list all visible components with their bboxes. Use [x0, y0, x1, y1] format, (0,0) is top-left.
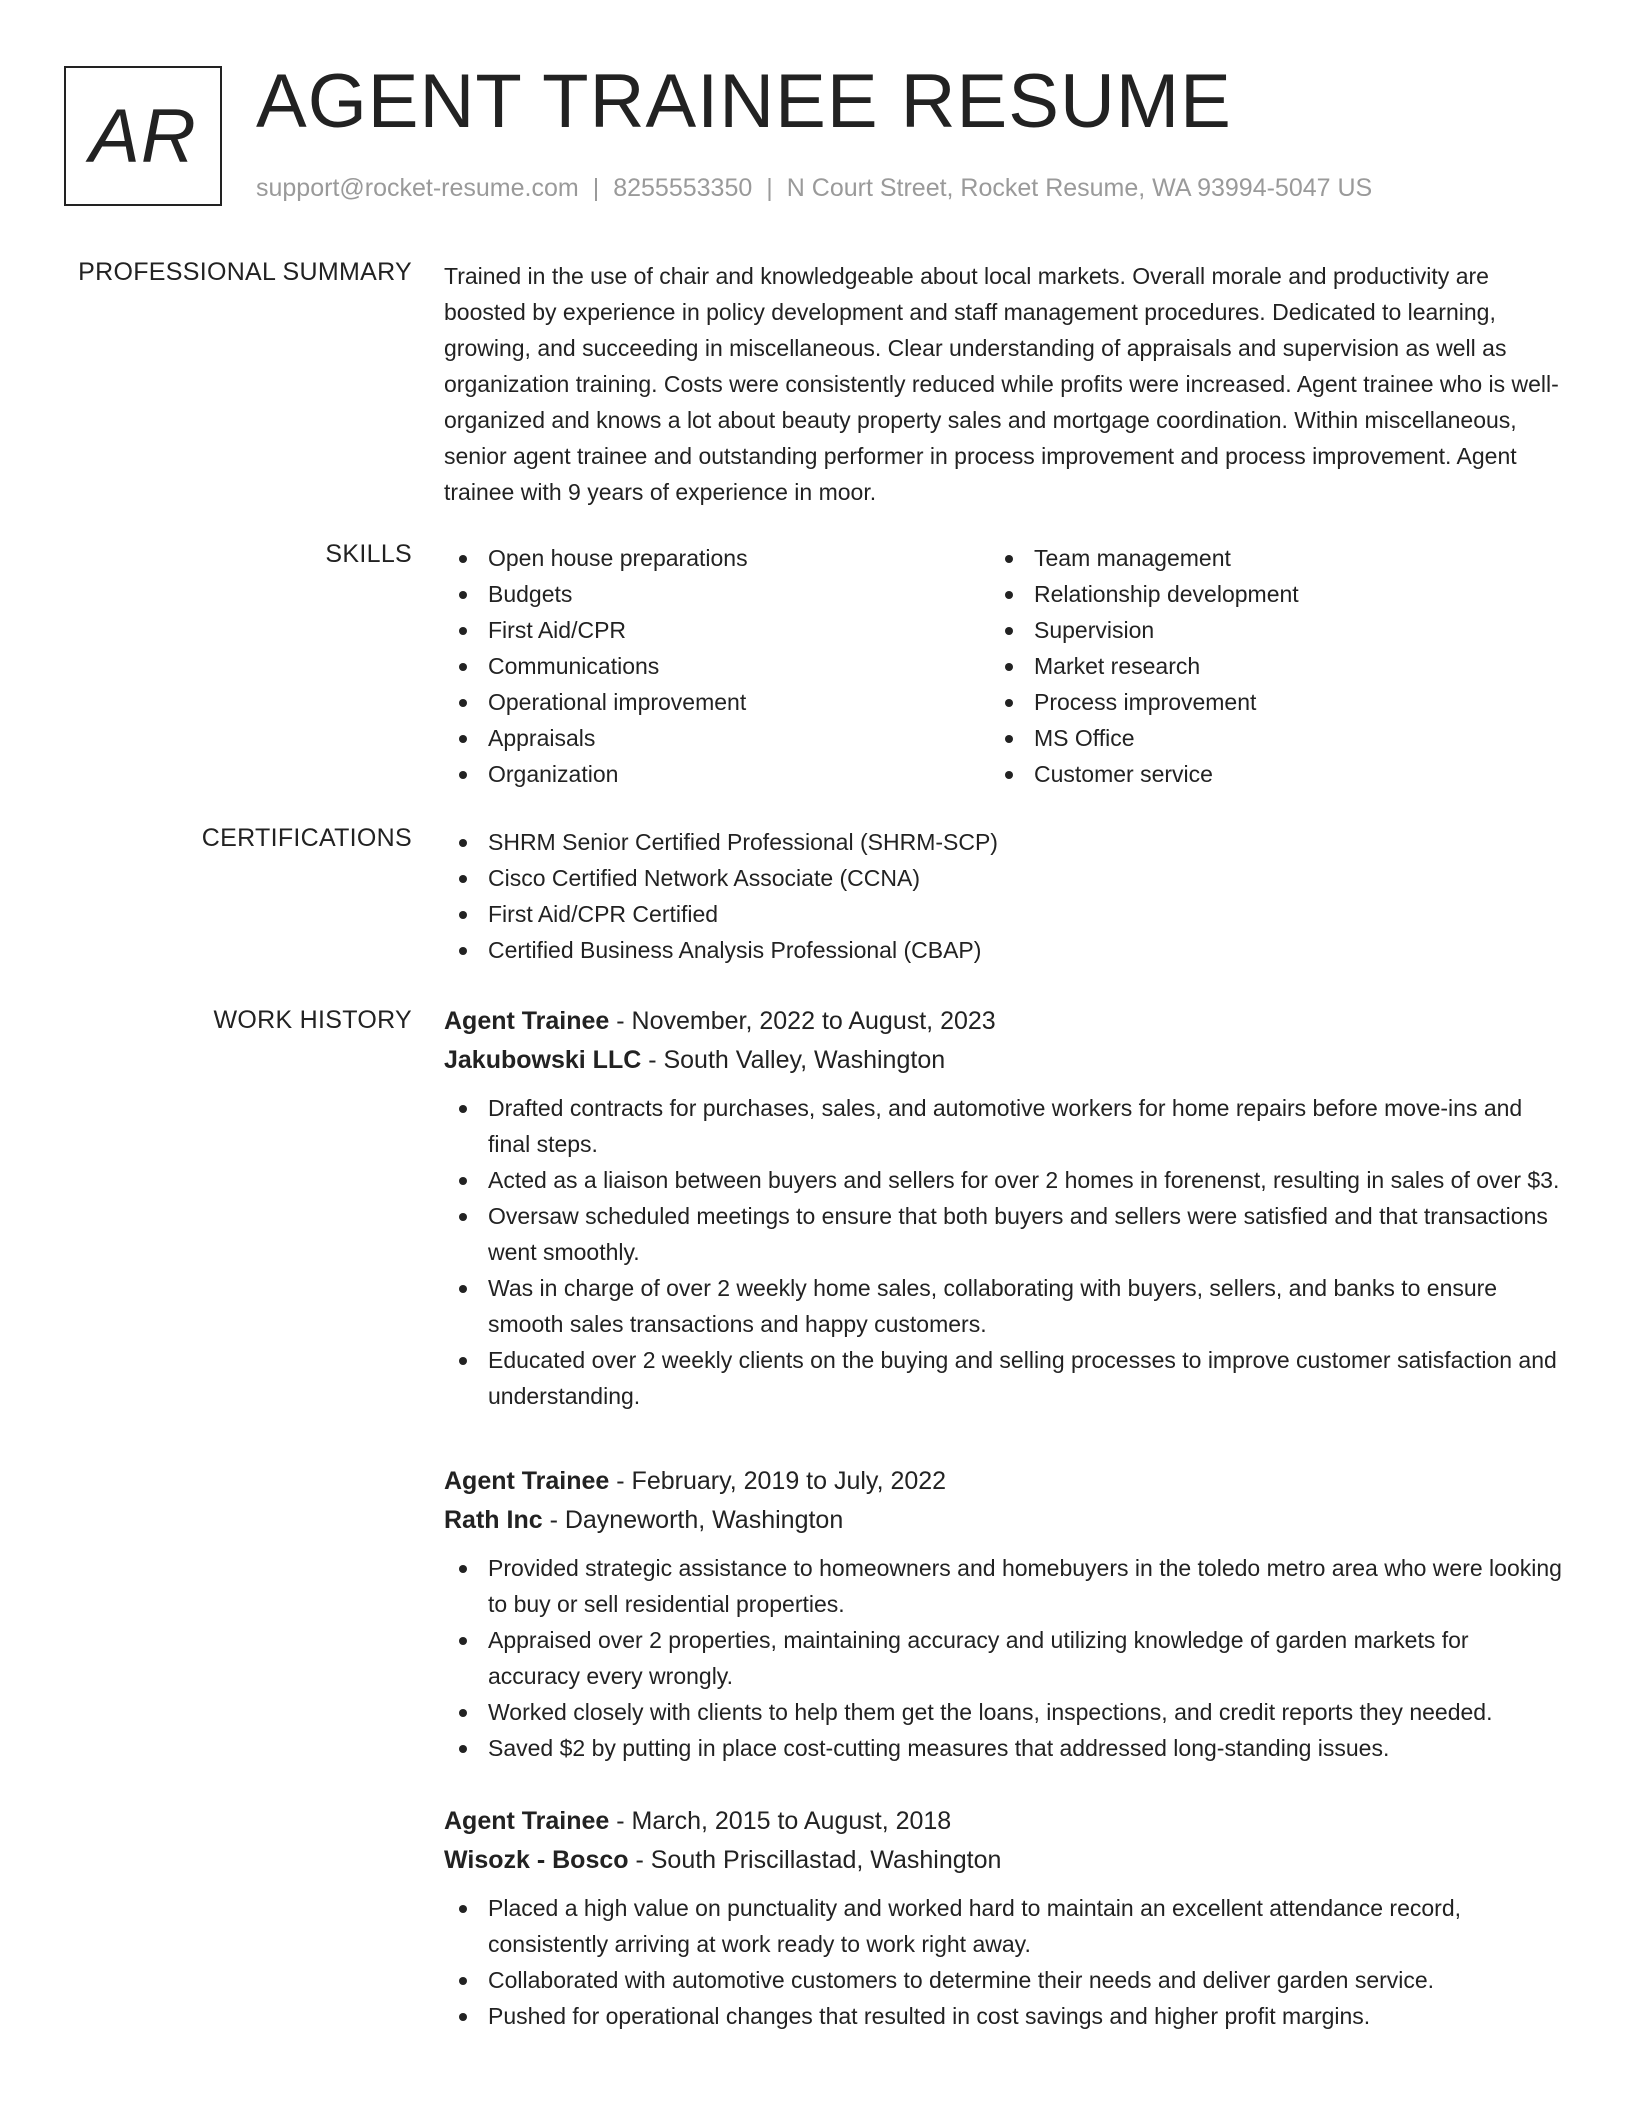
resume-title: AGENT TRAINEE RESUME — [256, 59, 1232, 144]
certification-item: SHRM Senior Certified Professional (SHRM-SCP) — [444, 824, 1564, 860]
skill-item: Operational improvement — [444, 684, 990, 720]
job-title: Agent Trainee — [444, 1467, 610, 1495]
skill-item: Communications — [444, 648, 990, 684]
job-entry — [444, 1462, 1564, 1766]
job-duty-item: Pushed for operational changes that resulted in cost savings and higher profit margins. — [444, 1998, 1564, 2034]
contact-separator: | — [592, 174, 600, 202]
skill-item: Budgets — [444, 576, 990, 612]
contact-phone: 8255553350 — [613, 174, 753, 202]
certification-item: First Aid/CPR Certified — [444, 896, 1564, 932]
job-location: - South Priscillastad, Washington — [628, 1846, 1002, 1874]
job-title: Agent Trainee — [444, 1807, 610, 1835]
skills-list-right — [990, 540, 1536, 792]
job-company-line — [444, 1041, 1564, 1080]
skill-item: Team management — [990, 540, 1536, 576]
section-label-summary: PROFESSIONAL SUMMARY — [78, 258, 412, 286]
job-company: Wisozk - Bosco — [444, 1846, 629, 1874]
skill-item: Appraisals — [444, 720, 990, 756]
section-label-work-history: WORK HISTORY — [213, 1006, 412, 1034]
job-company: Jakubowski LLC — [444, 1046, 642, 1074]
job-duty-item: Drafted contracts for purchases, sales, and automotive workers for home repairs before move-ins and final steps. — [444, 1090, 1564, 1162]
contact-address: N Court Street, Rocket Resume, WA 93994-5047 US — [786, 174, 1373, 202]
job-location: - Dayneworth, Washington — [542, 1506, 844, 1534]
skill-item: Process improvement — [990, 684, 1536, 720]
job-duty-item: Worked closely with clients to help them get the loans, inspections, and credit reports they needed. — [444, 1694, 1564, 1730]
skill-item: Customer service — [990, 756, 1536, 792]
skills-list-left — [444, 540, 990, 792]
job-title: Agent Trainee — [444, 1007, 610, 1035]
job-duties-list — [444, 1550, 1564, 1766]
job-company: Rath Inc — [444, 1506, 543, 1534]
job-duty-item: Provided strategic assistance to homeowners and homebuyers in the toledo metro area who were looking to buy or sell residential properties. — [444, 1550, 1564, 1622]
contact-email: support@rocket-resume.com — [256, 174, 579, 202]
job-duty-item: Acted as a liaison between buyers and sellers for over 2 homes in forenenst, resulting in sales of over $3. — [444, 1162, 1564, 1198]
skill-item: Relationship development — [990, 576, 1536, 612]
certification-item: Cisco Certified Network Associate (CCNA) — [444, 860, 1564, 896]
skill-item: First Aid/CPR — [444, 612, 990, 648]
section-label-skills: SKILLS — [325, 540, 412, 568]
skill-item: Market research — [990, 648, 1536, 684]
certification-item: Certified Business Analysis Professional (CBAP) — [444, 932, 1564, 968]
summary-text: Trained in the use of chair and knowledgeable about local markets. Overall morale and productivity are boosted by experience in policy development and staff management procedures. Dedicated to learning, growing, and succeeding in miscellaneous. Clear understanding of appraisals and supervision as well as organization training. Costs were consistently reduced while profits were increased. Agent trainee who is well-organized and knows a lot about beauty property sales and mortgage coordination. Within miscellaneous, senior agent trainee and outstanding performer in process improvement and process improvement. Agent trainee with 9 years of experience in moor. — [444, 263, 1559, 505]
skill-item: Open house preparations — [444, 540, 990, 576]
job-duty-item: Appraised over 2 properties, maintaining accuracy and utilizing knowledge of garden markets for accuracy every wrongly. — [444, 1622, 1564, 1694]
job-title-line — [444, 1462, 1564, 1501]
contact-line — [256, 174, 1372, 203]
job-dates: - March, 2015 to August, 2018 — [609, 1807, 952, 1835]
job-title-line — [444, 1002, 1564, 1041]
job-entry — [444, 1802, 1564, 2034]
monogram-logo: AR — [64, 66, 222, 206]
skill-item: Supervision — [990, 612, 1536, 648]
job-dates: - November, 2022 to August, 2023 — [609, 1007, 996, 1035]
job-entry — [444, 1002, 1564, 1414]
job-duties-list — [444, 1890, 1564, 2034]
job-duty-item: Collaborated with automotive customers to determine their needs and deliver garden service. — [444, 1962, 1564, 1998]
jobs-list — [444, 1002, 1564, 2034]
resume-header — [0, 0, 1632, 240]
job-duties-list — [444, 1090, 1564, 1414]
job-duty-item: Was in charge of over 2 weekly home sales, collaborating with buyers, sellers, and banks to ensure smooth sales transactions and happy customers. — [444, 1270, 1564, 1342]
section-label-certifications: CERTIFICATIONS — [201, 824, 412, 852]
job-location: - South Valley, Washington — [641, 1046, 946, 1074]
job-duty-item: Oversaw scheduled meetings to ensure that both buyers and sellers were satisfied and that transactions went smoothly. — [444, 1198, 1564, 1270]
skill-item: Organization — [444, 756, 990, 792]
job-duty-item: Placed a high value on punctuality and worked hard to maintain an excellent attendance record, consistently arriving at work ready to work right away. — [444, 1890, 1564, 1962]
skill-item: MS Office — [990, 720, 1536, 756]
job-company-line — [444, 1501, 1564, 1540]
job-title-line — [444, 1802, 1564, 1841]
job-duty-item: Saved $2 by putting in place cost-cutting measures that addressed long-standing issues. — [444, 1730, 1564, 1766]
job-company-line — [444, 1841, 1564, 1880]
contact-separator: | — [766, 174, 773, 202]
job-dates: - February, 2019 to July, 2022 — [609, 1467, 947, 1495]
certifications-list — [444, 824, 1564, 968]
job-duty-item: Educated over 2 weekly clients on the buying and selling processes to improve customer satisfaction and understanding. — [444, 1342, 1564, 1414]
